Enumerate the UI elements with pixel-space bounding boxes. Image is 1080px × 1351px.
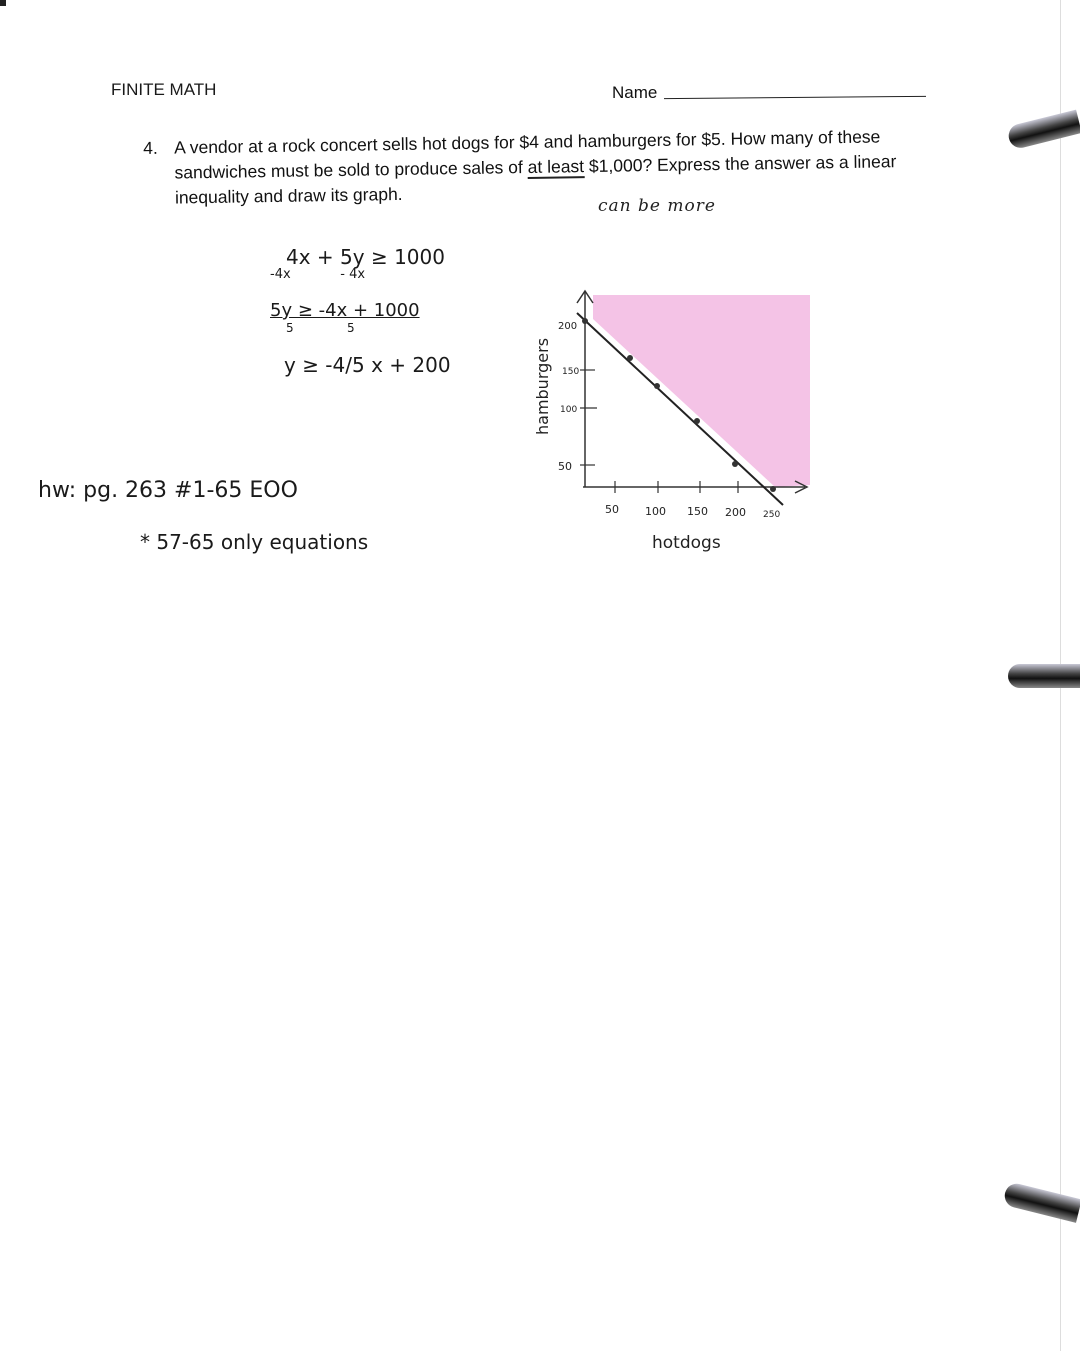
binder-ring-top	[1006, 110, 1080, 151]
y-axis-label: hamburgers	[533, 337, 552, 435]
work-line-2: -4x - 4x	[270, 267, 366, 282]
svg-text:100: 100	[645, 505, 666, 518]
homework-line-1: hw: pg. 263 #1-65 EOO	[38, 478, 298, 503]
handwritten-work	[270, 245, 451, 377]
binder-ring-middle	[1008, 664, 1080, 688]
svg-text:50: 50	[605, 503, 619, 516]
scan-corner-mark	[0, 0, 6, 6]
work-line-3: 5y ≥ -4x + 1000	[270, 300, 420, 321]
work-line-4: y ≥ -4/5 x + 200	[284, 353, 451, 377]
work-line-3-denominators: 5 5	[286, 321, 355, 335]
svg-text:250: 250	[763, 510, 781, 520]
x-axis-label: hotdogs	[652, 533, 721, 553]
homework-line-2: * 57-65 only equations	[140, 530, 369, 554]
inequality-graph	[525, 255, 825, 565]
handwritten-note: can be more	[598, 196, 716, 216]
svg-text:150: 150	[562, 367, 580, 377]
underlined-phrase: at least	[527, 156, 585, 177]
name-field-line	[664, 96, 926, 99]
problem-statement	[143, 124, 924, 211]
svg-text:200: 200	[725, 506, 746, 519]
svg-text:150: 150	[687, 505, 708, 518]
svg-text:100: 100	[560, 405, 578, 415]
problem-text	[174, 124, 924, 211]
problem-number: 4.	[143, 137, 158, 158]
y-ticks	[580, 370, 597, 465]
problem-text-part: A vendor at a rock concert sells hot dogs for $4 and hamburgers for $5. How many of these sandwiches must be sold to produce sales of	[174, 126, 881, 183]
svg-text:50: 50	[558, 460, 572, 473]
shaded-region	[593, 295, 810, 487]
problem-text-part: $1,000? Express the answer as a linear inequality and draw its graph.	[174, 151, 897, 208]
work-line-1: 4x + 5y ≥ 1000	[286, 245, 445, 269]
name-label: Name	[612, 83, 658, 102]
binder-ring-bottom	[1002, 1181, 1080, 1223]
svg-text:200: 200	[558, 321, 578, 332]
course-title: FINITE MATH	[111, 80, 217, 99]
